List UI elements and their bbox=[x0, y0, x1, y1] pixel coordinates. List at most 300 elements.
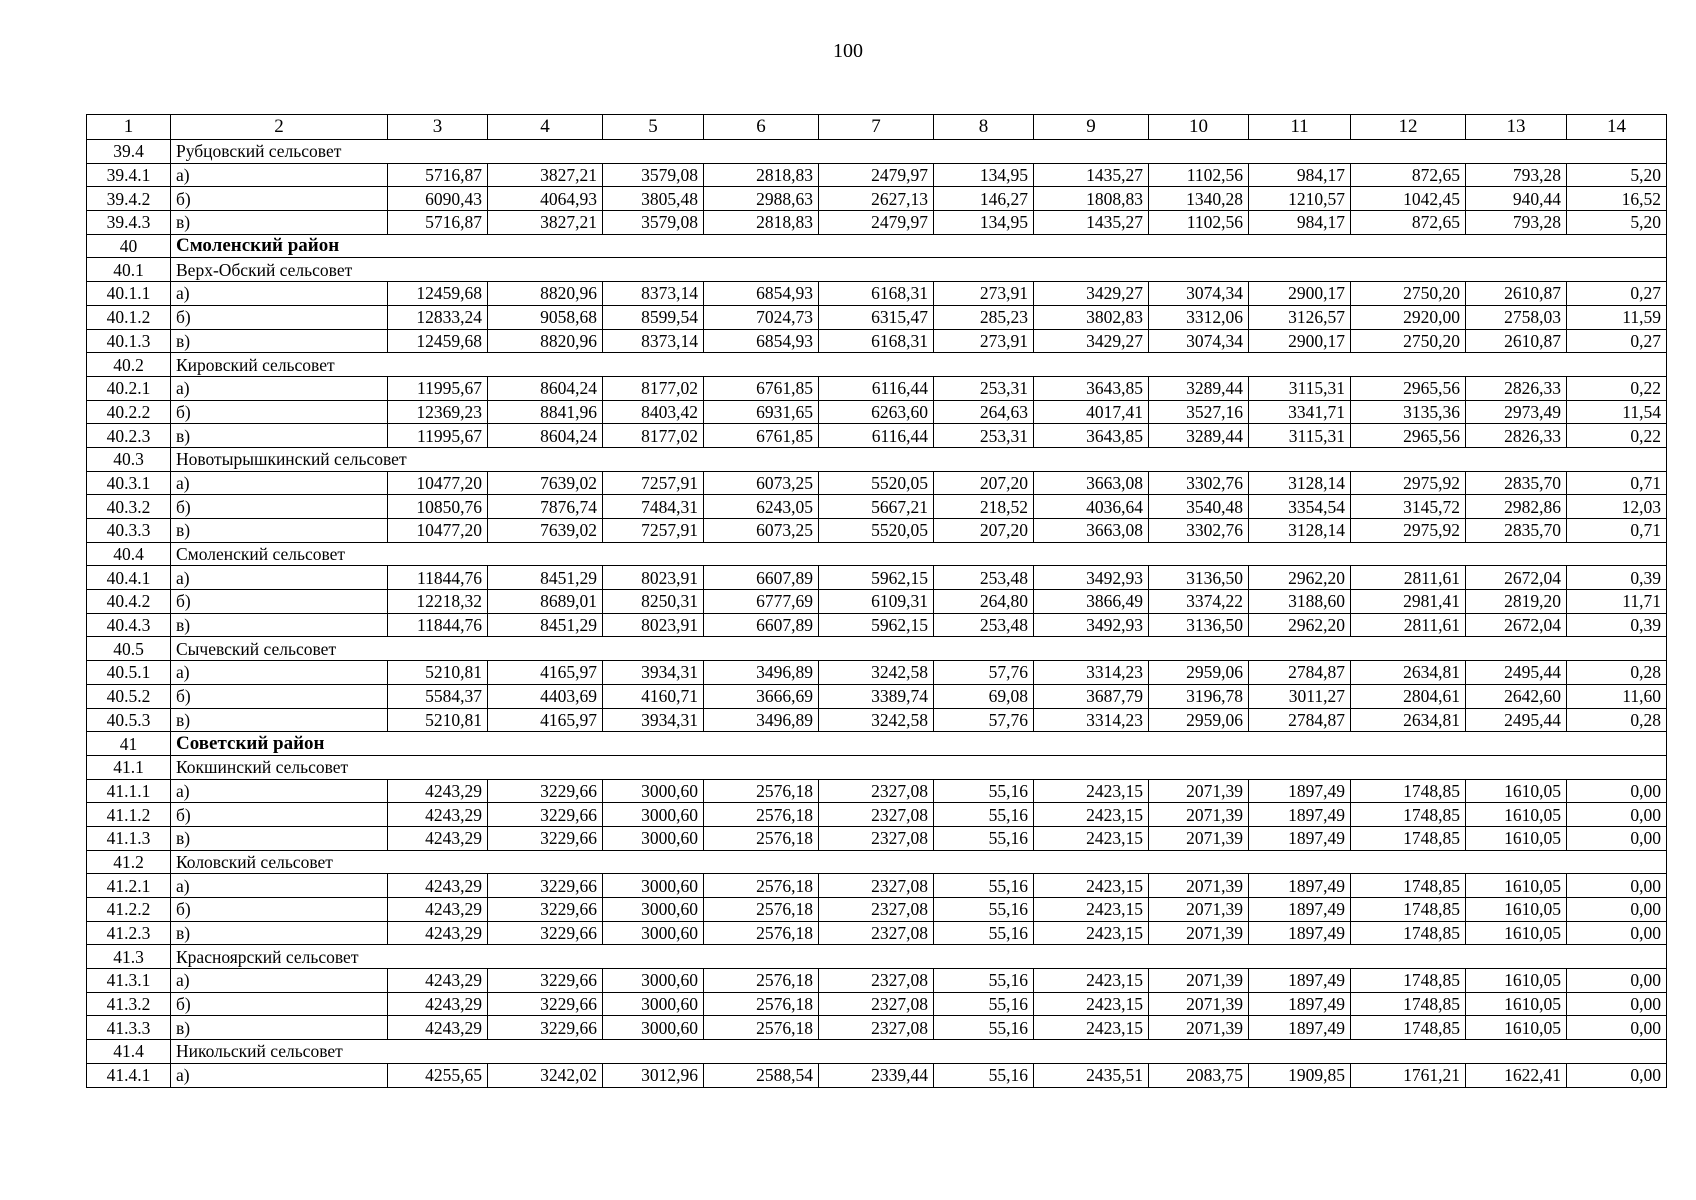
cell-col-11: 3128,14 bbox=[1249, 471, 1351, 495]
cell-col-14: 0,00 bbox=[1567, 992, 1667, 1016]
cell-col-10: 3136,50 bbox=[1149, 566, 1249, 590]
cell-col-7: 2327,08 bbox=[819, 969, 934, 993]
column-header: 2 bbox=[171, 115, 388, 140]
cell-col-6: 6761,85 bbox=[704, 376, 819, 400]
district-title: Смоленский район bbox=[171, 234, 1667, 258]
table-row bbox=[87, 187, 1667, 211]
cell-col-5: 3000,60 bbox=[603, 898, 704, 922]
cell-col-7: 2327,08 bbox=[819, 779, 934, 803]
cell-col-3: 5584,37 bbox=[388, 684, 488, 708]
row-code: 40.1 bbox=[87, 258, 171, 282]
cell-col-4: 8841,96 bbox=[488, 400, 603, 424]
section-title: Красноярский сельсовет bbox=[171, 945, 1667, 969]
cell-col-4: 7876,74 bbox=[488, 495, 603, 519]
cell-col-14: 0,39 bbox=[1567, 613, 1667, 637]
row-variant: б) bbox=[171, 803, 388, 827]
cell-col-14: 0,00 bbox=[1567, 1063, 1667, 1087]
row-code: 39.4.1 bbox=[87, 163, 171, 187]
cell-col-10: 2071,39 bbox=[1149, 779, 1249, 803]
row-variant: в) bbox=[171, 613, 388, 637]
cell-col-8: 55,16 bbox=[934, 874, 1034, 898]
cell-col-10: 3374,22 bbox=[1149, 590, 1249, 614]
cell-col-11: 1897,49 bbox=[1249, 969, 1351, 993]
cell-col-7: 6116,44 bbox=[819, 376, 934, 400]
row-variant: в) bbox=[171, 921, 388, 945]
cell-col-6: 2576,18 bbox=[704, 826, 819, 850]
row-code: 41 bbox=[87, 732, 171, 756]
cell-col-7: 6109,31 bbox=[819, 590, 934, 614]
page-number: 100 bbox=[833, 40, 863, 62]
cell-col-3: 12369,23 bbox=[388, 400, 488, 424]
row-code: 40.2.1 bbox=[87, 376, 171, 400]
cell-col-13: 793,28 bbox=[1466, 163, 1567, 187]
district-title: Советский район bbox=[171, 732, 1667, 756]
cell-col-5: 3000,60 bbox=[603, 874, 704, 898]
cell-col-13: 1610,05 bbox=[1466, 969, 1567, 993]
cell-col-7: 3389,74 bbox=[819, 684, 934, 708]
cell-col-12: 2750,20 bbox=[1351, 282, 1466, 306]
table-row bbox=[87, 613, 1667, 637]
cell-col-12: 2920,00 bbox=[1351, 305, 1466, 329]
cell-col-5: 8599,54 bbox=[603, 305, 704, 329]
cell-col-9: 2423,15 bbox=[1034, 803, 1149, 827]
cell-col-10: 3302,76 bbox=[1149, 471, 1249, 495]
row-variant: в) bbox=[171, 1016, 388, 1040]
cell-col-8: 253,48 bbox=[934, 566, 1034, 590]
cell-col-12: 2965,56 bbox=[1351, 424, 1466, 448]
cell-col-12: 1748,85 bbox=[1351, 969, 1466, 993]
cell-col-10: 3289,44 bbox=[1149, 424, 1249, 448]
cell-col-8: 55,16 bbox=[934, 826, 1034, 850]
cell-col-10: 3196,78 bbox=[1149, 684, 1249, 708]
section-row bbox=[87, 637, 1667, 661]
row-code: 40.3 bbox=[87, 447, 171, 471]
cell-col-3: 4243,29 bbox=[388, 969, 488, 993]
cell-col-3: 12833,24 bbox=[388, 305, 488, 329]
cell-col-14: 0,71 bbox=[1567, 519, 1667, 543]
row-variant: а) bbox=[171, 471, 388, 495]
cell-col-7: 2327,08 bbox=[819, 826, 934, 850]
cell-col-9: 3643,85 bbox=[1034, 376, 1149, 400]
cell-col-11: 2784,87 bbox=[1249, 708, 1351, 732]
cell-col-11: 2962,20 bbox=[1249, 613, 1351, 637]
cell-col-9: 2423,15 bbox=[1034, 898, 1149, 922]
cell-col-4: 8604,24 bbox=[488, 376, 603, 400]
row-variant: а) bbox=[171, 1063, 388, 1087]
row-code: 41.4 bbox=[87, 1040, 171, 1064]
row-variant: б) bbox=[171, 305, 388, 329]
cell-col-4: 4165,97 bbox=[488, 708, 603, 732]
section-title: Коловский сельсовет bbox=[171, 850, 1667, 874]
cell-col-3: 5210,81 bbox=[388, 708, 488, 732]
cell-col-9: 3492,93 bbox=[1034, 613, 1149, 637]
cell-col-12: 1748,85 bbox=[1351, 992, 1466, 1016]
cell-col-12: 872,65 bbox=[1351, 163, 1466, 187]
cell-col-4: 8689,01 bbox=[488, 590, 603, 614]
tariff-table bbox=[86, 114, 1667, 1088]
row-code: 41.4.1 bbox=[87, 1063, 171, 1087]
row-variant: а) bbox=[171, 566, 388, 590]
table-row bbox=[87, 566, 1667, 590]
cell-col-3: 12459,68 bbox=[388, 282, 488, 306]
cell-col-11: 1909,85 bbox=[1249, 1063, 1351, 1087]
cell-col-11: 3126,57 bbox=[1249, 305, 1351, 329]
section-row bbox=[87, 755, 1667, 779]
row-code: 40 bbox=[87, 234, 171, 258]
cell-col-5: 7484,31 bbox=[603, 495, 704, 519]
cell-col-10: 3074,34 bbox=[1149, 329, 1249, 353]
cell-col-13: 2835,70 bbox=[1466, 519, 1567, 543]
row-variant: б) bbox=[171, 684, 388, 708]
cell-col-10: 2071,39 bbox=[1149, 969, 1249, 993]
cell-col-6: 6854,93 bbox=[704, 282, 819, 306]
cell-col-5: 8177,02 bbox=[603, 424, 704, 448]
cell-col-10: 3312,06 bbox=[1149, 305, 1249, 329]
row-variant: в) bbox=[171, 519, 388, 543]
cell-col-6: 3496,89 bbox=[704, 661, 819, 685]
cell-col-5: 7257,91 bbox=[603, 519, 704, 543]
cell-col-8: 285,23 bbox=[934, 305, 1034, 329]
cell-col-6: 7024,73 bbox=[704, 305, 819, 329]
cell-col-4: 3827,21 bbox=[488, 163, 603, 187]
cell-col-9: 3802,83 bbox=[1034, 305, 1149, 329]
cell-col-3: 12459,68 bbox=[388, 329, 488, 353]
cell-col-11: 1897,49 bbox=[1249, 921, 1351, 945]
cell-col-12: 1748,85 bbox=[1351, 921, 1466, 945]
cell-col-14: 5,20 bbox=[1567, 163, 1667, 187]
row-code: 40.1.2 bbox=[87, 305, 171, 329]
cell-col-14: 0,28 bbox=[1567, 708, 1667, 732]
cell-col-3: 4243,29 bbox=[388, 898, 488, 922]
cell-col-11: 3115,31 bbox=[1249, 376, 1351, 400]
cell-col-7: 2339,44 bbox=[819, 1063, 934, 1087]
row-variant: б) bbox=[171, 495, 388, 519]
cell-col-9: 2435,51 bbox=[1034, 1063, 1149, 1087]
cell-col-7: 2327,08 bbox=[819, 874, 934, 898]
row-code: 40.4.2 bbox=[87, 590, 171, 614]
cell-col-12: 2750,20 bbox=[1351, 329, 1466, 353]
cell-col-6: 2576,18 bbox=[704, 992, 819, 1016]
cell-col-13: 2672,04 bbox=[1466, 566, 1567, 590]
cell-col-8: 57,76 bbox=[934, 661, 1034, 685]
row-variant: в) bbox=[171, 211, 388, 235]
row-code: 40.3.3 bbox=[87, 519, 171, 543]
cell-col-13: 1610,05 bbox=[1466, 826, 1567, 850]
cell-col-13: 940,44 bbox=[1466, 187, 1567, 211]
table-row bbox=[87, 163, 1667, 187]
table-row bbox=[87, 874, 1667, 898]
section-title: Кировский сельсовет bbox=[171, 353, 1667, 377]
cell-col-10: 2071,39 bbox=[1149, 874, 1249, 898]
cell-col-13: 2495,44 bbox=[1466, 661, 1567, 685]
section-title: Рубцовский сельсовет bbox=[171, 140, 1667, 164]
cell-col-14: 0,22 bbox=[1567, 424, 1667, 448]
row-code: 40.2 bbox=[87, 353, 171, 377]
cell-col-12: 872,65 bbox=[1351, 211, 1466, 235]
cell-col-9: 2423,15 bbox=[1034, 992, 1149, 1016]
cell-col-4: 8820,96 bbox=[488, 282, 603, 306]
column-header: 5 bbox=[603, 115, 704, 140]
cell-col-5: 3579,08 bbox=[603, 211, 704, 235]
cell-col-5: 3000,60 bbox=[603, 921, 704, 945]
cell-col-4: 7639,02 bbox=[488, 471, 603, 495]
cell-col-3: 4243,29 bbox=[388, 826, 488, 850]
cell-col-7: 6168,31 bbox=[819, 329, 934, 353]
cell-col-6: 6854,93 bbox=[704, 329, 819, 353]
cell-col-4: 4064,93 bbox=[488, 187, 603, 211]
cell-col-8: 55,16 bbox=[934, 803, 1034, 827]
cell-col-3: 11844,76 bbox=[388, 613, 488, 637]
cell-col-14: 0,00 bbox=[1567, 779, 1667, 803]
cell-col-3: 11995,67 bbox=[388, 424, 488, 448]
cell-col-4: 3229,66 bbox=[488, 898, 603, 922]
column-header: 10 bbox=[1149, 115, 1249, 140]
cell-col-9: 2423,15 bbox=[1034, 921, 1149, 945]
row-variant: а) bbox=[171, 779, 388, 803]
cell-col-10: 2071,39 bbox=[1149, 1016, 1249, 1040]
cell-col-4: 8820,96 bbox=[488, 329, 603, 353]
cell-col-5: 3934,31 bbox=[603, 661, 704, 685]
cell-col-7: 2327,08 bbox=[819, 921, 934, 945]
cell-col-8: 264,80 bbox=[934, 590, 1034, 614]
section-row bbox=[87, 258, 1667, 282]
cell-col-11: 1897,49 bbox=[1249, 826, 1351, 850]
cell-col-8: 55,16 bbox=[934, 992, 1034, 1016]
cell-col-3: 4243,29 bbox=[388, 803, 488, 827]
cell-col-12: 2634,81 bbox=[1351, 708, 1466, 732]
row-variant: а) bbox=[171, 661, 388, 685]
cell-col-4: 8604,24 bbox=[488, 424, 603, 448]
cell-col-10: 2071,39 bbox=[1149, 992, 1249, 1016]
cell-col-10: 2959,06 bbox=[1149, 661, 1249, 685]
cell-col-5: 8023,91 bbox=[603, 566, 704, 590]
cell-col-11: 3188,60 bbox=[1249, 590, 1351, 614]
cell-col-11: 1897,49 bbox=[1249, 803, 1351, 827]
cell-col-9: 4036,64 bbox=[1034, 495, 1149, 519]
cell-col-11: 1897,49 bbox=[1249, 874, 1351, 898]
cell-col-13: 793,28 bbox=[1466, 211, 1567, 235]
column-header: 1 bbox=[87, 115, 171, 140]
cell-col-14: 5,20 bbox=[1567, 211, 1667, 235]
cell-col-13: 1610,05 bbox=[1466, 921, 1567, 945]
table-row bbox=[87, 590, 1667, 614]
cell-col-13: 2758,03 bbox=[1466, 305, 1567, 329]
cell-col-6: 2576,18 bbox=[704, 969, 819, 993]
table-body bbox=[87, 140, 1667, 1088]
row-variant: в) bbox=[171, 826, 388, 850]
cell-col-8: 55,16 bbox=[934, 1063, 1034, 1087]
cell-col-12: 2804,61 bbox=[1351, 684, 1466, 708]
cell-col-11: 2962,20 bbox=[1249, 566, 1351, 590]
table-row bbox=[87, 400, 1667, 424]
cell-col-14: 16,52 bbox=[1567, 187, 1667, 211]
row-code: 40.1.3 bbox=[87, 329, 171, 353]
section-title: Кокшинский сельсовет bbox=[171, 755, 1667, 779]
row-code: 41.2.2 bbox=[87, 898, 171, 922]
cell-col-11: 3011,27 bbox=[1249, 684, 1351, 708]
cell-col-9: 3643,85 bbox=[1034, 424, 1149, 448]
cell-col-9: 3429,27 bbox=[1034, 329, 1149, 353]
district-row bbox=[87, 234, 1667, 258]
cell-col-10: 2071,39 bbox=[1149, 826, 1249, 850]
cell-col-3: 4243,29 bbox=[388, 921, 488, 945]
cell-col-3: 5716,87 bbox=[388, 163, 488, 187]
row-variant: а) bbox=[171, 376, 388, 400]
cell-col-8: 253,31 bbox=[934, 376, 1034, 400]
table-row bbox=[87, 329, 1667, 353]
cell-col-8: 253,48 bbox=[934, 613, 1034, 637]
column-header: 14 bbox=[1567, 115, 1667, 140]
row-code: 41.2 bbox=[87, 850, 171, 874]
cell-col-14: 0,27 bbox=[1567, 282, 1667, 306]
cell-col-6: 2576,18 bbox=[704, 803, 819, 827]
cell-col-5: 3000,60 bbox=[603, 803, 704, 827]
cell-col-11: 1897,49 bbox=[1249, 1016, 1351, 1040]
cell-col-13: 2826,33 bbox=[1466, 376, 1567, 400]
cell-col-8: 55,16 bbox=[934, 969, 1034, 993]
cell-col-10: 1102,56 bbox=[1149, 211, 1249, 235]
cell-col-9: 3663,08 bbox=[1034, 471, 1149, 495]
district-row bbox=[87, 732, 1667, 756]
cell-col-7: 6168,31 bbox=[819, 282, 934, 306]
cell-col-6: 2588,54 bbox=[704, 1063, 819, 1087]
cell-col-10: 2071,39 bbox=[1149, 803, 1249, 827]
cell-col-12: 3145,72 bbox=[1351, 495, 1466, 519]
cell-col-3: 4243,29 bbox=[388, 874, 488, 898]
column-header: 12 bbox=[1351, 115, 1466, 140]
cell-col-12: 1761,21 bbox=[1351, 1063, 1466, 1087]
row-code: 40.3.2 bbox=[87, 495, 171, 519]
cell-col-9: 4017,41 bbox=[1034, 400, 1149, 424]
cell-col-8: 134,95 bbox=[934, 163, 1034, 187]
cell-col-4: 3827,21 bbox=[488, 211, 603, 235]
table-row bbox=[87, 1063, 1667, 1087]
row-code: 40.4.1 bbox=[87, 566, 171, 590]
table-row bbox=[87, 305, 1667, 329]
cell-col-4: 3229,66 bbox=[488, 826, 603, 850]
cell-col-13: 1622,41 bbox=[1466, 1063, 1567, 1087]
row-variant: в) bbox=[171, 708, 388, 732]
section-title: Никольский сельсовет bbox=[171, 1040, 1667, 1064]
section-row bbox=[87, 542, 1667, 566]
cell-col-3: 4243,29 bbox=[388, 1016, 488, 1040]
cell-col-14: 0,00 bbox=[1567, 921, 1667, 945]
cell-col-11: 2900,17 bbox=[1249, 282, 1351, 306]
row-variant: б) bbox=[171, 400, 388, 424]
cell-col-10: 3527,16 bbox=[1149, 400, 1249, 424]
row-code: 39.4.2 bbox=[87, 187, 171, 211]
cell-col-14: 0,00 bbox=[1567, 898, 1667, 922]
table-row bbox=[87, 424, 1667, 448]
cell-col-10: 3302,76 bbox=[1149, 519, 1249, 543]
cell-col-11: 3115,31 bbox=[1249, 424, 1351, 448]
cell-col-13: 2610,87 bbox=[1466, 329, 1567, 353]
column-header: 4 bbox=[488, 115, 603, 140]
cell-col-3: 10850,76 bbox=[388, 495, 488, 519]
cell-col-6: 6607,89 bbox=[704, 613, 819, 637]
row-code: 41.3.3 bbox=[87, 1016, 171, 1040]
cell-col-7: 2327,08 bbox=[819, 803, 934, 827]
cell-col-7: 6263,60 bbox=[819, 400, 934, 424]
row-variant: б) bbox=[171, 187, 388, 211]
cell-col-5: 3805,48 bbox=[603, 187, 704, 211]
cell-col-3: 10477,20 bbox=[388, 471, 488, 495]
cell-col-13: 2819,20 bbox=[1466, 590, 1567, 614]
cell-col-7: 2627,13 bbox=[819, 187, 934, 211]
cell-col-5: 8250,31 bbox=[603, 590, 704, 614]
cell-col-11: 1210,57 bbox=[1249, 187, 1351, 211]
cell-col-6: 6931,65 bbox=[704, 400, 819, 424]
cell-col-13: 1610,05 bbox=[1466, 874, 1567, 898]
cell-col-10: 2071,39 bbox=[1149, 898, 1249, 922]
cell-col-5: 8023,91 bbox=[603, 613, 704, 637]
cell-col-5: 3579,08 bbox=[603, 163, 704, 187]
cell-col-4: 3242,02 bbox=[488, 1063, 603, 1087]
cell-col-4: 8451,29 bbox=[488, 566, 603, 590]
section-row bbox=[87, 850, 1667, 874]
cell-col-14: 12,03 bbox=[1567, 495, 1667, 519]
row-variant: а) bbox=[171, 163, 388, 187]
table-row bbox=[87, 803, 1667, 827]
cell-col-9: 2423,15 bbox=[1034, 1016, 1149, 1040]
cell-col-5: 4160,71 bbox=[603, 684, 704, 708]
cell-col-8: 273,91 bbox=[934, 282, 1034, 306]
cell-col-14: 11,71 bbox=[1567, 590, 1667, 614]
cell-col-7: 5520,05 bbox=[819, 519, 934, 543]
row-code: 41.1.3 bbox=[87, 826, 171, 850]
cell-col-11: 3341,71 bbox=[1249, 400, 1351, 424]
row-code: 41.2.3 bbox=[87, 921, 171, 945]
cell-col-7: 2327,08 bbox=[819, 992, 934, 1016]
cell-col-12: 1748,85 bbox=[1351, 874, 1466, 898]
cell-col-12: 1748,85 bbox=[1351, 1016, 1466, 1040]
cell-col-14: 11,60 bbox=[1567, 684, 1667, 708]
cell-col-8: 55,16 bbox=[934, 898, 1034, 922]
cell-col-9: 3314,23 bbox=[1034, 708, 1149, 732]
cell-col-5: 3012,96 bbox=[603, 1063, 704, 1087]
cell-col-5: 8373,14 bbox=[603, 329, 704, 353]
table-row bbox=[87, 992, 1667, 1016]
cell-col-11: 984,17 bbox=[1249, 211, 1351, 235]
cell-col-12: 1748,85 bbox=[1351, 898, 1466, 922]
cell-col-5: 8177,02 bbox=[603, 376, 704, 400]
cell-col-14: 0,00 bbox=[1567, 1016, 1667, 1040]
cell-col-14: 0,28 bbox=[1567, 661, 1667, 685]
row-code: 41.3.1 bbox=[87, 969, 171, 993]
cell-col-13: 1610,05 bbox=[1466, 803, 1567, 827]
cell-col-4: 3229,66 bbox=[488, 992, 603, 1016]
table-row bbox=[87, 921, 1667, 945]
cell-col-14: 0,00 bbox=[1567, 826, 1667, 850]
cell-col-9: 2423,15 bbox=[1034, 826, 1149, 850]
cell-col-3: 6090,43 bbox=[388, 187, 488, 211]
cell-col-5: 3000,60 bbox=[603, 969, 704, 993]
table-row bbox=[87, 495, 1667, 519]
cell-col-8: 207,20 bbox=[934, 471, 1034, 495]
row-variant: а) bbox=[171, 969, 388, 993]
cell-col-7: 2479,97 bbox=[819, 163, 934, 187]
cell-col-13: 2826,33 bbox=[1466, 424, 1567, 448]
cell-col-9: 3866,49 bbox=[1034, 590, 1149, 614]
cell-col-10: 3289,44 bbox=[1149, 376, 1249, 400]
cell-col-10: 3540,48 bbox=[1149, 495, 1249, 519]
row-code: 39.4.3 bbox=[87, 211, 171, 235]
cell-col-6: 6243,05 bbox=[704, 495, 819, 519]
section-title: Новотырышкинский сельсовет bbox=[171, 447, 1667, 471]
cell-col-8: 57,76 bbox=[934, 708, 1034, 732]
cell-col-8: 55,16 bbox=[934, 779, 1034, 803]
cell-col-7: 3242,58 bbox=[819, 708, 934, 732]
